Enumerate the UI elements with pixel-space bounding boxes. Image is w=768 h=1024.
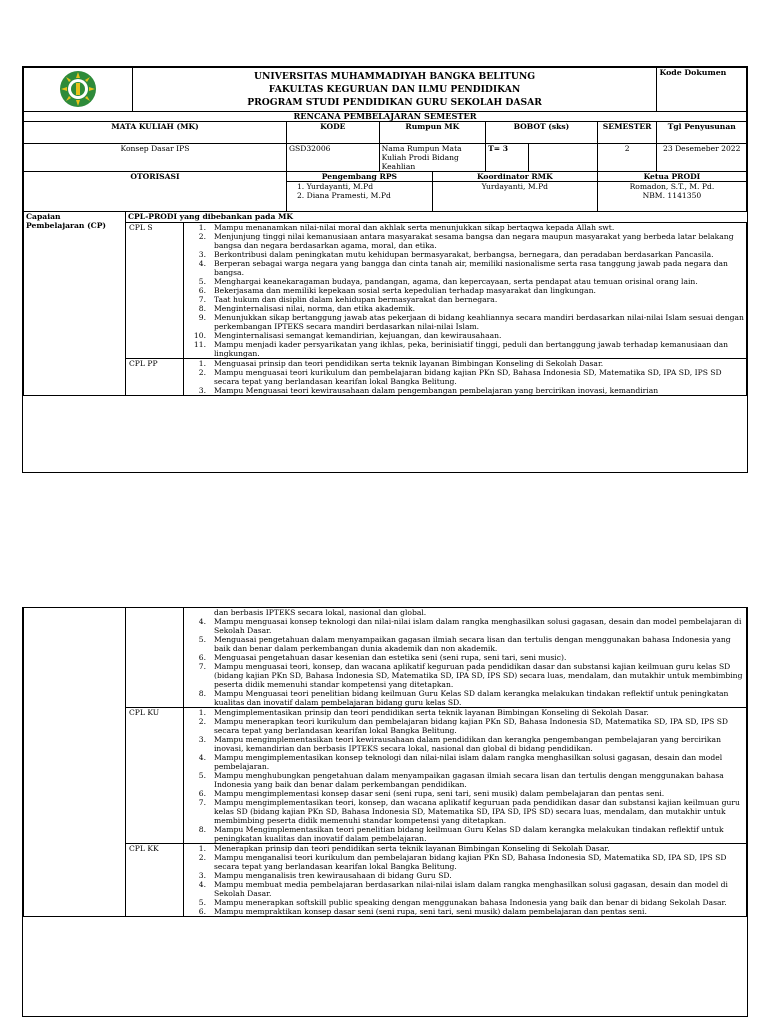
item-text: Menunjukkan sikap bertanggung jawab atas pekerjaan di bidang keahliannya secara mandiri berdasarkan nilai-nilai Islam sesuai dengan perkembangan IPTEKS secara mandiri berdasarkan nilai-nilai Islam.	[214, 312, 744, 331]
item-number: 2.	[198, 853, 206, 862]
cpl-group-items	[184, 708, 747, 844]
item-number: 2.	[198, 367, 206, 377]
koordinator-label: Koordinator RMK	[432, 172, 597, 182]
item-text: Menjunjung tinggi nilai kemanusiaan antara masyarakat sesama bangsa dan negara maupun masyarakat yang berbeda latar belakang bangsa dan negara berdasarkan agama, moral, dan etika.	[214, 231, 734, 250]
item-text: Menguasai pengetahuan dasar kesenian dan estetika seni (seni rupa, seni tari, seni music).	[214, 653, 567, 662]
item-number: 5.	[198, 635, 206, 644]
item-text: Berkontribusi dalam peningkatan mutu kehidupan bermasyarakat, berbangsa, bernegara, dan peradaban berdasarkan Pancasila.	[214, 249, 714, 259]
list-item	[186, 898, 744, 907]
item-number: 11.	[193, 339, 206, 349]
item-text: Mampu menganalisi teori kurikulum dan pembelajaran bidang kajian PKn SD, Bahasa Indonesia SD, Matematika SD, IPA SD, IPS SD secara tepat yang berlandasan kearifan lokal Bangka Belitung.	[214, 853, 727, 871]
doc-code-label: Kode Dokumen	[657, 68, 747, 112]
col-semester-header: SEMESTER	[597, 122, 657, 144]
item-number: 3.	[198, 871, 206, 880]
item-number: 6.	[198, 789, 206, 798]
item-number: 10.	[193, 330, 206, 340]
pengembang-name-1: 1. Yurdayanti, M.Pd	[296, 182, 374, 191]
cp-label-line1: Capaian	[26, 212, 61, 221]
item-number: 1.	[198, 844, 206, 853]
mk-value: Konsep Dasar IPS	[24, 144, 287, 172]
cpl-group-label: CPL S	[126, 222, 184, 358]
cpl-s-list	[186, 223, 744, 358]
cp-table-page2	[23, 607, 747, 917]
item-number: 5.	[198, 898, 206, 907]
list-item	[186, 844, 744, 853]
list-item	[186, 608, 744, 617]
list-item	[186, 386, 744, 395]
item-number: 2.	[198, 231, 206, 241]
item-number: 4.	[198, 880, 206, 889]
semester-value: 2	[597, 144, 657, 172]
item-text: Menginternalisasi nilai, norma, dan etika akademik.	[214, 303, 416, 313]
list-item	[186, 825, 744, 843]
bobot-value: T= 3	[486, 144, 529, 172]
item-number: 9.	[198, 312, 206, 322]
faculty-name: FAKULTAS KEGURUAN DAN ILMU PENDIDIKAN	[268, 84, 521, 95]
item-number: 1.	[198, 222, 206, 232]
list-item	[186, 871, 744, 880]
item-text: Taat hukum dan disiplin dalam kehidupan bermasyarakat dan bernegara.	[214, 294, 498, 304]
item-number: 4.	[198, 258, 206, 268]
list-item	[186, 907, 744, 916]
item-number: 7.	[198, 662, 206, 671]
col-rumpun-header: Rumpun MK	[379, 122, 485, 144]
item-text: Mampu mengimplementasikan konsep teknologi dan nilai-nilai islam dalam rangka menghasilkan solusi gagasan, desain dan model pembelajaran.	[214, 753, 723, 771]
list-item	[186, 304, 744, 313]
item-text: Mampu menerapkan softskill public speaking dengan menggunakan bahasa Indonesia yang baik dan benar di bidang Sekolah Dasar.	[214, 898, 727, 907]
item-number: 7.	[198, 294, 206, 304]
item-text: Mampu Mengimplementasikan teori penelitian bidang keilmuan Guru Kelas SD dalam kerangka melakukan tindakan reflektif untuk peningkatan kualitas dan inovatif dalam pembelajaran.	[214, 825, 724, 843]
cp-label-continued	[24, 608, 126, 917]
cpl-group-items	[184, 608, 747, 708]
list-item	[186, 735, 744, 753]
ketua-nbm: NBM. 1141350	[642, 191, 702, 200]
list-item	[186, 880, 744, 898]
cpl-prodi-label: CPL-PRODI yang dibebankan pada MK	[126, 212, 747, 222]
item-number: 8.	[198, 689, 206, 698]
list-item	[186, 689, 744, 707]
item-number: 3.	[198, 385, 206, 395]
list-item	[186, 662, 744, 689]
item-number: 8.	[198, 825, 206, 834]
list-item	[186, 853, 744, 871]
rps-header-table	[23, 67, 747, 212]
list-item	[186, 286, 744, 295]
rps-title: RENCANA PEMBELAJARAN SEMESTER	[24, 112, 747, 122]
list-item	[186, 223, 744, 232]
item-text: Menerapkan prinsip dan teori pendidikan serta teknik layanan Bimbingan Konseling di Sekolah Dasar.	[214, 844, 610, 853]
list-item	[186, 753, 744, 771]
item-number: 6.	[198, 285, 206, 295]
item-text: Mampu mengimplementasikan teori, konsep, dan wacana aplikatif keguruan pada pendidikan dasar dan substansi kajian keilmuan guru kelas SD (bidang kajian PKn SD, Bahasa Indonesia SD, Matematika SD, IPA SD, IPS SD) secara luas, mendalam, dan mutakhir untuk membimbing peserta didik memenuhi standar kompetensi yang ditetapkan.	[214, 798, 740, 825]
item-number: 6.	[198, 907, 206, 916]
item-text: Mampu menanamkan nilai-nilai moral dan akhlak serta menunjukkan sikap bertaqwa kepada Allah swt.	[214, 222, 615, 232]
item-text: Mampu menguasai konsep teknologi dan nilai-nilai islam dalam rangka menghasilkan solusi gagasan, desain dan model pembelajaran di Sekolah Dasar.	[214, 617, 742, 635]
item-text: Menginternalisasi semangat kemandirian, kejuangan, dan kewirausahaan.	[214, 330, 502, 340]
item-number	[186, 608, 214, 617]
item-number: 7.	[198, 798, 206, 807]
rps-page-1	[22, 66, 748, 473]
cpl-group-label	[126, 608, 184, 708]
otorisasi-label: OTORISASI	[24, 172, 287, 212]
bobot-extra	[528, 144, 597, 172]
item-text: Mampu menganalisis tren kewirausahaan di bidang Guru SD.	[214, 871, 452, 880]
item-number: 5.	[198, 771, 206, 780]
list-item	[186, 708, 744, 717]
item-number: 6.	[198, 653, 206, 662]
list-item	[186, 259, 744, 277]
list-item	[186, 771, 744, 789]
item-number: 8.	[198, 303, 206, 313]
cpl-pp-list	[186, 359, 744, 395]
item-text: Mampu mempraktikan konsep dasar seni (seni rupa, seni tari, seni musik) dalam pembelajaran dan pentas seni.	[214, 907, 647, 916]
item-text: Menguasai pengetahuan dalam menyampaikan gagasan ilmiah secara lisan dan tertulis dengan menggunakan bahasa Indonesia yang baik dan benar dalam perkembangan dunia akademik dan non akademik.	[214, 635, 731, 653]
list-item	[186, 295, 744, 304]
tgl-value: 23 Desemeber 2022	[657, 144, 747, 172]
cpl-group-items	[184, 844, 747, 917]
list-item	[186, 789, 744, 798]
item-text: Menguasai prinsip dan teori pendidikan serta teknik layanan Bimbingan Konseling di Sekolah Dasar.	[214, 358, 604, 368]
rps-page-2	[22, 607, 748, 1017]
list-item	[186, 250, 744, 259]
pengembang-names	[286, 182, 432, 212]
item-number: 4.	[198, 753, 206, 762]
list-item	[186, 277, 744, 286]
item-text: Mampu Menguasai teori kewirausahaan dalam pengembangan pembelajaran yang bercirikan inovasi, kemandirian	[214, 385, 659, 395]
item-text: Mampu mengimplementasikan teori kewirausahaan dalam pendidikan dan kerangka pengembangan pembelajaran yang bercirikan inovasi, kemandirian dan berbasis IPTEKS secara lokal, nasional dan global di bidang pendidikan.	[214, 735, 721, 753]
list-item	[186, 359, 744, 368]
list-item	[186, 617, 744, 635]
logo-cell	[24, 68, 133, 112]
cpl-group-items	[184, 222, 747, 358]
item-text: Berperan sebagai warga negara yang bangga dan cinta tanah air, memiliki nasionalisme serta rasa tanggung jawab pada negara dan bangsa.	[214, 258, 728, 277]
list-item	[186, 653, 744, 662]
cpl-ku-list	[186, 708, 744, 843]
item-text: Bekerjasama dan memiliki kepekaan sosial serta kepedulian terhadap masyarakat dan lingkungan.	[214, 285, 596, 295]
ketua-name: Romadon, S.T., M. Pd.	[629, 182, 715, 191]
cpl-group-label: CPL KK	[126, 844, 184, 917]
kode-value: GSD32006	[286, 144, 379, 172]
item-number: 5.	[198, 276, 206, 286]
pengembang-label: Pengembang RPS	[286, 172, 432, 182]
university-logo-icon	[58, 69, 98, 109]
item-number: 1.	[198, 708, 206, 717]
pengembang-name-2: 2. Diana Pramesti, M.Pd	[296, 191, 391, 200]
program-name: PROGRAM STUDI PENDIDIKAN GURU SEKOLAH DASAR	[247, 97, 542, 108]
col-tgl-header: Tgl Penyusunan	[657, 122, 747, 144]
list-item	[186, 232, 744, 250]
cpl-pp-list-continued	[186, 608, 744, 707]
rumpun-value: Nama Rumpun Mata Kuliah Prodi Bidang Keahlian	[379, 144, 485, 172]
koordinator-value: Yurdayanti, M.Pd	[432, 182, 597, 212]
item-text: Mampu membuat media pembelajaran berdasarkan nilai-nilai islam dalam rangka menghasilkan solusi gagasan, desain dan model di Sekolah Dasar.	[214, 880, 728, 898]
col-kode-header: KODE	[286, 122, 379, 144]
cp-table-page1	[23, 212, 747, 396]
item-number: 3.	[198, 249, 206, 259]
item-number: 1.	[198, 358, 206, 368]
item-text: Mampu menguasai teori, konsep, dan wacana aplikatif keguruan pada pendidikan dasar dan substansi kajian keilmuan guru kelas SD (bidang kajian PKn SD, Bahasa Indonesia SD, Matematika SD, IPA SD, IPS SD) secara luas, mendalam, dan mutakhir untuk membimbing peserta didik memenuhi standar kompetensi yang ditetapkan.	[214, 662, 743, 689]
university-name: UNIVERSITAS MUHAMMADIYAH BANGKA BELITUNG	[253, 71, 536, 82]
item-text: Mengimplementasikan prinsip dan teori pendidikan serta teknik layanan Bimbingan Konseling di Sekolah Dasar.	[214, 708, 649, 717]
list-item	[186, 798, 744, 825]
item-number: 4.	[198, 617, 206, 626]
list-item	[186, 717, 744, 735]
cp-label-line2: Pembelajaran (CP)	[26, 221, 107, 230]
col-mk-header: MATA KULIAH (MK)	[24, 122, 287, 144]
cpl-group-label: CPL KU	[126, 708, 184, 844]
cpl-group-label: CPL PP	[126, 358, 184, 395]
list-item	[186, 340, 744, 358]
cp-label	[24, 212, 126, 395]
list-item	[186, 368, 744, 386]
col-bobot-header: BOBOT (sks)	[486, 122, 598, 144]
list-item	[186, 313, 744, 331]
item-text: Mampu mengimplementasi konsep dasar seni (seni rupa, seni tari, seni musik) dalam pembelajaran dan pentas seni.	[214, 789, 665, 798]
cpl-kk-list	[186, 844, 744, 916]
item-text: Mampu Menguasai teori penelitian bidang keilmuan Guru Kelas SD dalam kerangka melakukan tindakan reflektif untuk peningkatan kualitas dan inovatif dalam pembelajaran bidang guru kelas SD.	[214, 689, 729, 707]
ketua-label: Ketua PRODI	[597, 172, 746, 182]
list-item	[186, 331, 744, 340]
item-number: 2.	[198, 717, 206, 726]
ketua-value	[597, 182, 746, 212]
list-item	[186, 635, 744, 653]
item-text: Menghargai keanekaragaman budaya, pandangan, agama, dan kepercayaan, serta pendapat atau temuan orisinal orang lain.	[214, 276, 698, 286]
item-text: Mampu menerapkan teori kurikulum dan pembelajaran bidang kajian PKn SD, Bahasa Indonesia SD, Matematika SD, IPA SD, IPS SD secara tepat yang berlandasan kearifan lokal Bangka Belitung.	[214, 717, 728, 735]
item-text: Mampu menghubungkan pengetahuan dalam menyampaikan gagasan ilmiah secara lisan dan tertulis dengan menggunakan bahasa Indonesia yang baik dan benar dalam perkembangan pendidikan.	[214, 771, 724, 789]
item-text: Mampu menjadi kader persyarikatan yang ikhlas, peka, berinisiatif tinggi, peduli dan bertanggung jawab terhadap kemanusiaan dan lingkungan.	[214, 339, 728, 358]
item-number: 3.	[198, 735, 206, 744]
item-text: Mampu menguasai teori kurikulum dan pembelajaran bidang kajian PKn SD, Bahasa Indonesia SD, Matematika SD, IPA SD, IPS SD secara tepat yang berlandasan kearifan lokal Bangka Belitung.	[214, 367, 722, 386]
item-text: dan berbasis IPTEKS secara lokal, nasional dan global.	[214, 608, 427, 617]
institution-title-cell	[132, 68, 657, 112]
cpl-group-items	[184, 358, 747, 395]
